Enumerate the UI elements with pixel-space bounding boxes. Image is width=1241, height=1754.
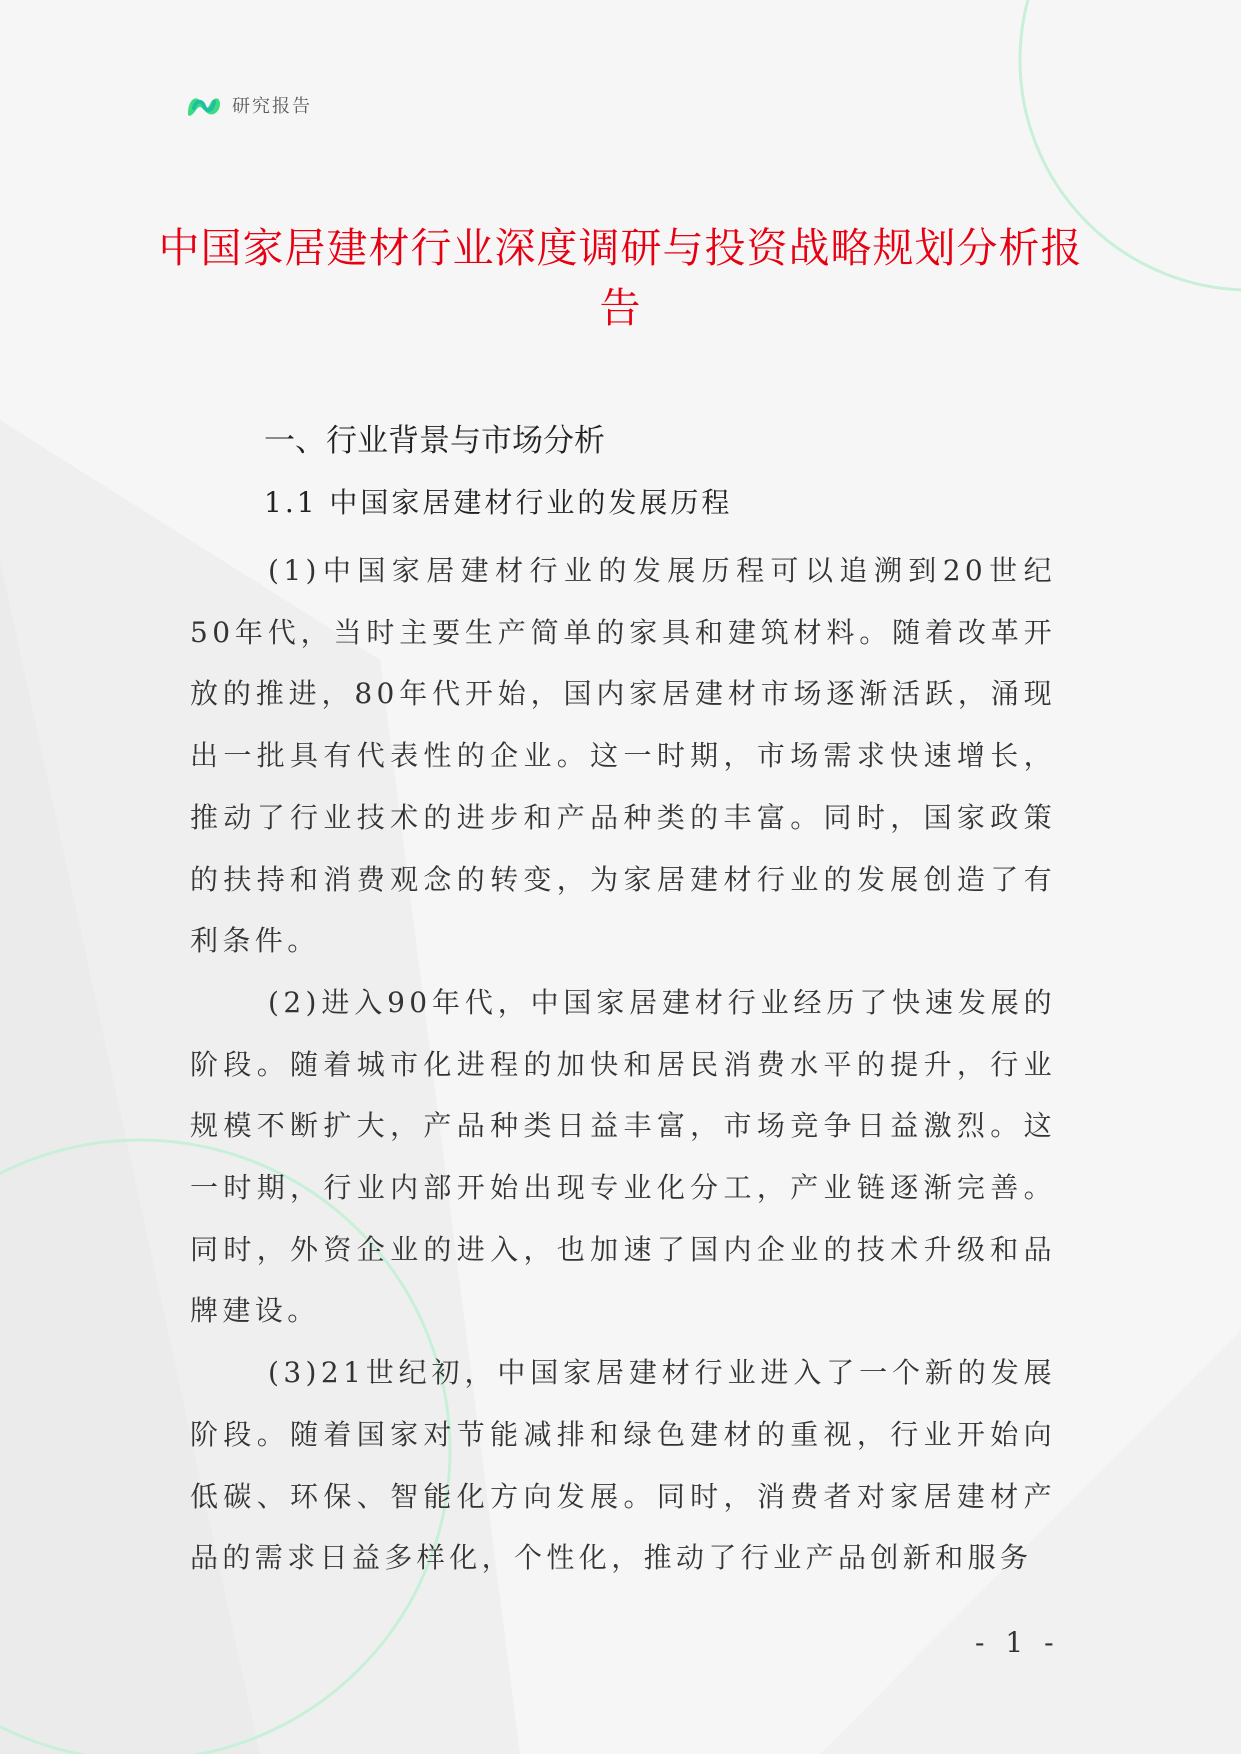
report-title: 中国家居建材行业深度调研与投资战略规划分析报告 [158, 224, 1083, 332]
report-type-label: 研究报告 [232, 96, 312, 117]
paragraph-1: (1)中国家居建材行业的发展历程可以追溯到20世纪50年代，当时主要生产简单的家具和建筑材料。随着改革开放的推进，80年代开始，国内家居建材市场逐渐活跃，涌现出一批具有代表性的企业。这一时期，市场需求快速增长，推动了行业技术的进步和产品种类的丰富。同时，国家政策的扶持和消费观念的转变，为家居建材行业的发展创造了有利条件。 [190, 554, 1056, 958]
paragraph-2: (2)进入90年代，中国家居建材行业经历了快速发展的阶段。随着城市化进程的加快和居民消费水平的提升，行业规模不断扩大，产品种类日益丰富，市场竞争日益激烈。这一时期，行业内部开始出现专业化分工，产业链逐渐完善。同时，外资企业的进入，也加速了国内企业的技术升级和品牌建设。 [190, 985, 1056, 1328]
brand-logo-icon [186, 90, 222, 120]
report-header [186, 88, 312, 122]
body-text [190, 540, 1056, 1589]
section-heading: 一、行业背景与市场分析 [264, 423, 605, 459]
page-number: - 1 - [975, 1626, 1060, 1659]
paragraph-3: (3)21世纪初，中国家居建材行业进入了一个新的发展阶段。随着国家对节能减排和绿色建材的重视，行业开始向低碳、环保、智能化方向发展。同时，消费者对家居建材产品的需求日益多样化，个性化，推动了行业产品创新和服务 [190, 1356, 1056, 1575]
subsection-heading: 1.1 中国家居建材行业的发展历程 [264, 486, 733, 519]
